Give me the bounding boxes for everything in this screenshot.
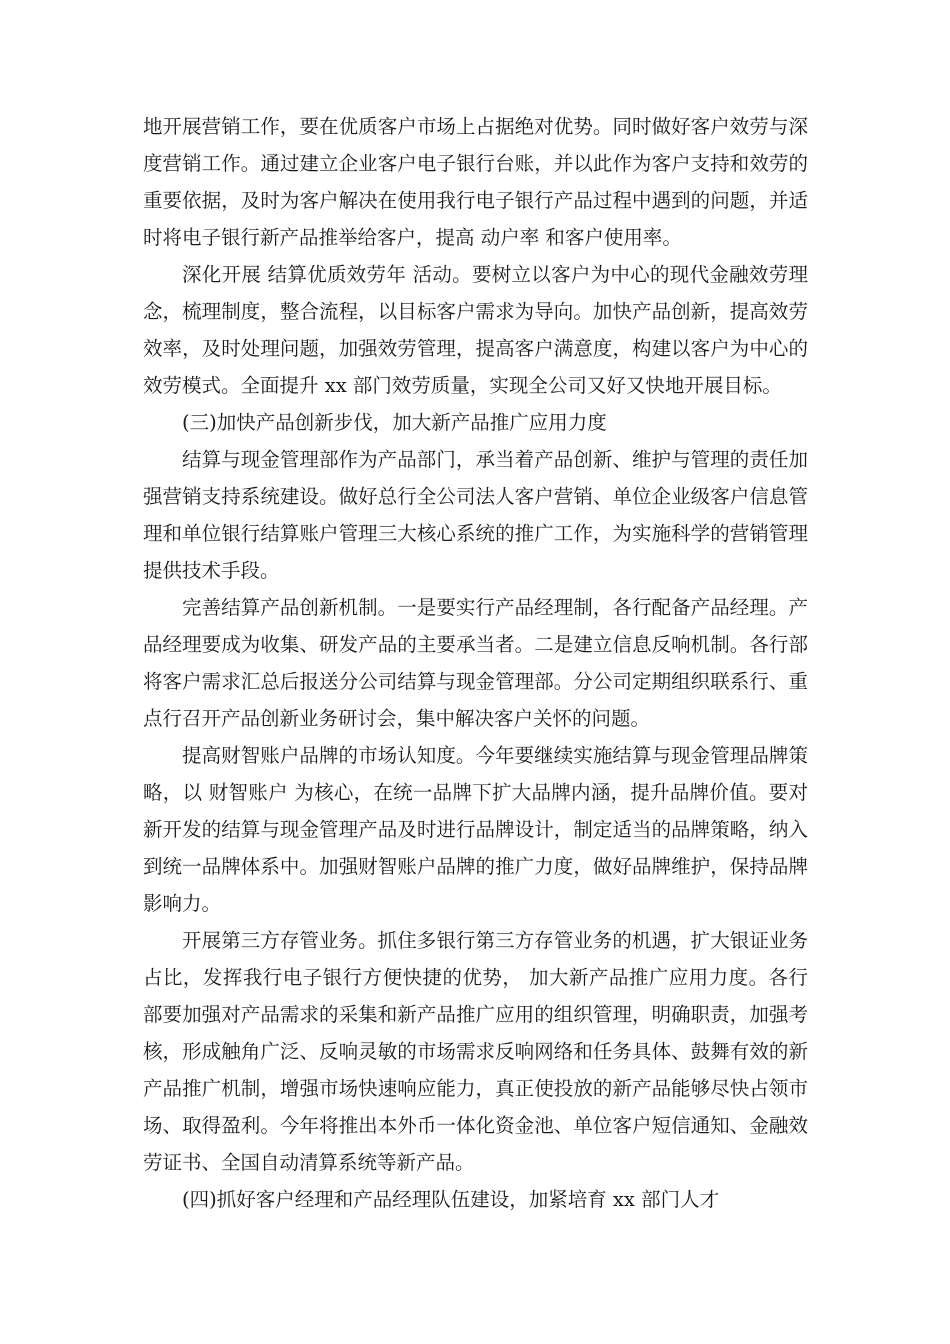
section-heading-3: (三)加快产品创新步伐，加大新产品推广应用力度	[182, 411, 607, 434]
paragraph-innovation-mechanism: 完善结算产品创新机制。一是要实行产品经理制，各行配备产品经理。产品经理要成为收集、研发产品的主要承当者。二是建立信息反响机制。各行部将客户需求汇总后报送分公司结算与现金管理部。分公司定期组织联系行、重点行召开产品创新业务研讨会，集中解决客户关怀的问题。	[143, 596, 808, 730]
paragraph-continuation: 地开展营销工作，要在优质客户市场上占据绝对优势。同时做好客户效劳与深度营销工作。通过建立企业客户电子银行台账，并以此作为客户支持和效劳的重要依据，及时为客户解决在使用我行电子银行产品过程中遇到的问题，并适时将电子银行新产品推举给客户，提高 动户率 和客户使用率。	[143, 115, 808, 249]
document-body	[143, 108, 808, 1218]
paragraph-service-year: 深化开展 结算优质效劳年 活动。要树立以客户为中心的现代金融效劳理念，梳理制度，整合流程，以目标客户需求为导向。加快产品创新，提高效劳效率，及时处理问题，加强效劳管理，提高客户满意度，构建以客户为中心的效劳模式。全面提升 xx 部门效劳质量，实现全公司又好又快地开展目标。	[143, 263, 808, 397]
section-heading-4: (四)抓好客户经理和产品经理队伍建设，加紧培育 xx 部门人才	[182, 1188, 720, 1211]
paragraph-third-party-custody: 开展第三方存管业务。抓住多银行第三方存管业务的机遇，扩大银证业务占比，发挥我行电子银行方便快捷的优势， 加大新产品推广应用力度。各行部要加强对产品需求的采集和新产品推广应用的组织管理，明确职责，加强考核，形成触角广泛、反响灵敏的市场需求反响网络和任务具体、鼓舞有效的新产品推广机制，增强市场快速响应能力，真正使投放的新产品能够尽快占领市场、取得盈利。今年将推出本外币一体化资金池、单位客户短信通知、金融效劳证书、全国自动清算系统等新产品。	[143, 929, 808, 1174]
paragraph-brand-awareness: 提高财智账户品牌的市场认知度。今年要继续实施结算与现金管理品牌策略，以 财智账户 为核心，在统一品牌下扩大品牌内涵，提升品牌价值。要对新开发的结算与现金管理产品及时进行品牌设计，制定适当的品牌策略，纳入到统一品牌体系中。加强财智账户品牌的推广力度，做好品牌维护，保持品牌影响力。	[143, 744, 808, 915]
paragraph-product-dept: 结算与现金管理部作为产品部门，承当着产品创新、维护与管理的责任加强营销支持系统建设。做好总行全公司法人客户营销、单位企业级客户信息管理和单位银行结算账户管理三大核心系统的推广工作，为实施科学的营销管理提供技术手段。	[143, 448, 808, 582]
